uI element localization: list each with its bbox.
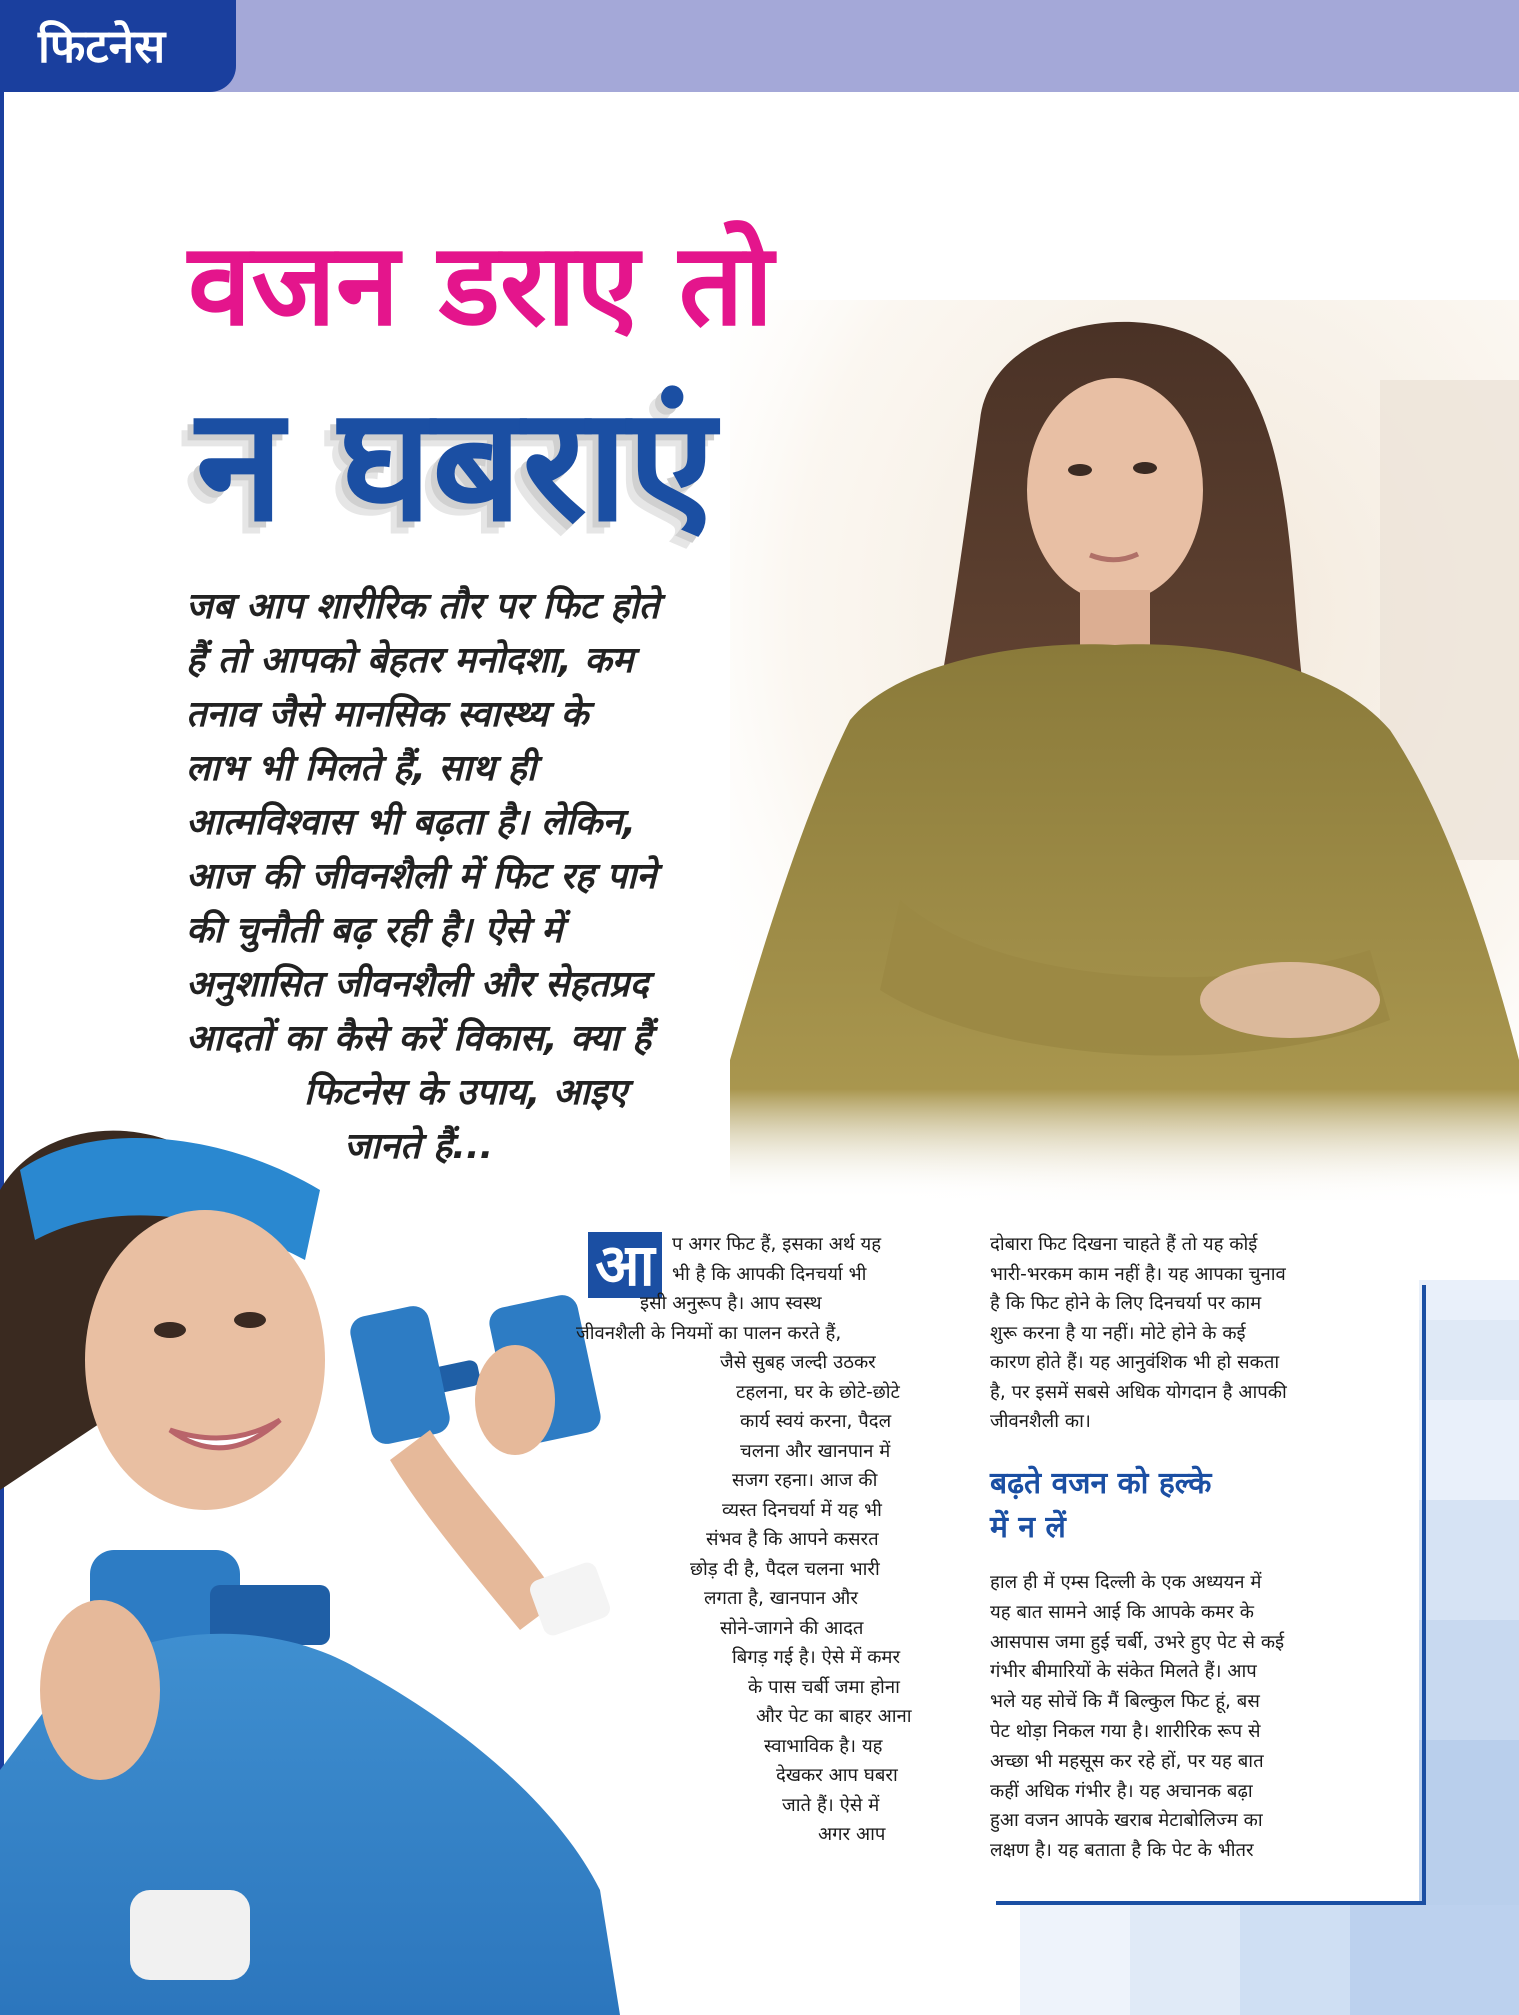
body-line: लगता है, खानपान और [704,1588,858,1609]
body-column-2-continued [990,1568,1400,1866]
body-line: हुआ वजन आपके खराब मेटाबोलिज्म का [990,1810,1263,1832]
deco-square [1020,1905,1130,2015]
body-line: भी है कि आपकी दिनचर्या भी [672,1263,867,1285]
body-line: आसपास जमा हुई चर्बी, उभरे हुए पेट से कई [990,1631,1285,1653]
body-line: कार्य स्वयं करना, पैदल [740,1411,892,1432]
body-line: जीवनशैली के नियमों का पालन करते हैं, [576,1322,842,1344]
body-line: इसी अनुरूप है। आप स्वस्थ [640,1293,822,1314]
deco-square [1419,1740,1519,1905]
section-tab: फिटनेस [0,0,236,92]
body-line: देखकर आप घबरा [776,1765,898,1786]
intro-line: की चुनौती बढ़ रही है। ऐसे में [186,910,563,951]
intro-line: आदतों का कैसे करें विकास, क्या हैं [186,1018,652,1059]
headline-line-1: वजन डराए तो [188,218,774,351]
body-line: के पास चर्बी जमा होना [748,1676,900,1698]
body-line: भले यह सोचें कि मैं बिल्कुल फिट हूं, बस [990,1691,1260,1713]
intro-line: हैं तो आपको बेहतर मनोदशा, कम [186,640,634,681]
body-line: भारी-भरकम काम नहीं है। यह आपका चुनाव [990,1263,1286,1285]
deco-square [1419,1320,1519,1400]
body-line: संभव है कि आपने कसरत [706,1529,879,1550]
woman-photo [730,300,1519,1200]
body-line: पेट थोड़ा निकल गया है। शारीरिक रूप से [990,1720,1261,1742]
body-line: जाते हैं। ऐसे में [782,1794,880,1816]
subheading [990,1462,1390,1550]
body-line: कारण होते हैं। यह आनुवंशिक भी हो सकता [990,1352,1280,1373]
deco-square [1419,1400,1519,1500]
body-line: सजग रहना। आज की [732,1470,878,1491]
body-line: लक्षण है। यह बताता है कि पेट के भीतर [990,1840,1254,1862]
body-line: सोने-जागने की आदत [720,1617,864,1639]
intro-line: जानते हैं... [344,1126,494,1167]
intro-line: लाभ भी मिलते हैं, साथ ही [186,748,537,789]
body-column-2 [990,1230,1400,1437]
body-line: व्यस्त दिनचर्या में यह भी [722,1499,882,1521]
body-line: गंभीर बीमारियों के संकेत मिलते हैं। आप [990,1661,1257,1683]
body-line: दोबारा फिट दिखना चाहते हैं तो यह कोई [990,1234,1258,1255]
column-bracket-vertical [1422,1285,1426,1905]
column-bracket-horizontal [996,1901,1426,1905]
subheading-line: में न लें [990,1510,1066,1545]
body-line: अगर आप [818,1824,886,1845]
body-line: यह बात सामने आई कि आपके कमर के [990,1601,1254,1623]
body-line: छोड़ दी है, पैदल चलना भारी [690,1558,880,1580]
intro-paragraph [186,580,796,1174]
deco-square [1419,1280,1519,1320]
body-line: शुरू करना है या नहीं। मोटे होने के कई [990,1322,1246,1344]
body-line: अच्छा भी महसूस कर रहे हों, पर यह बात [990,1750,1264,1772]
deco-square [1419,1500,1519,1620]
body-line: जैसे सुबह जल्दी उठकर [720,1352,876,1373]
intro-line: आज की जीवनशैली में फिट रह पाने [186,856,657,897]
intro-line: फिटनेस के उपाय, आइए [304,1072,628,1113]
headline-line-2: न घबराएं [196,373,716,557]
deco-square [1130,1905,1240,2015]
intro-line: तनाव जैसे मानसिक स्वास्थ्य के [186,694,589,735]
dropcap: आ [588,1232,662,1298]
body-line: टहलना, घर के छोटे-छोटे [736,1381,900,1403]
intro-line: जब आप शारीरिक तौर पर फिट होते [186,586,660,627]
deco-square [1419,1620,1519,1740]
deco-square [1240,1905,1350,2015]
intro-line: अनुशासित जीवनशैली और सेहतप्रद [186,964,649,1005]
body-line: है, पर इसमें सबसे अधिक योगदान है आपकी [990,1381,1287,1403]
body-line: चलना और खानपान में [740,1440,891,1462]
body-line: प अगर फिट हैं, इसका अर्थ यह [672,1234,882,1255]
body-line: कहीं अधिक गंभीर है। यह अचानक बढ़ा [990,1780,1253,1802]
body-line: है कि फिट होने के लिए दिनचर्या पर काम [990,1293,1262,1314]
body-column-1 [572,1230,952,1850]
body-line: और पेट का बाहर आना [756,1706,912,1727]
deco-square [1350,1905,1519,2015]
body-line: बिगड़ गई है। ऐसे में कमर [732,1647,901,1668]
body-line: हाल ही में एम्स दिल्ली के एक अध्ययन में [990,1572,1262,1593]
body-line: स्वाभाविक है। यह [764,1735,883,1757]
intro-line: आत्मविश्वास भी बढ़ता है। लेकिन, [186,802,636,843]
body-line: जीवनशैली का। [990,1411,1091,1432]
subheading-line: बढ़ते वजन को हल्के [990,1466,1212,1501]
